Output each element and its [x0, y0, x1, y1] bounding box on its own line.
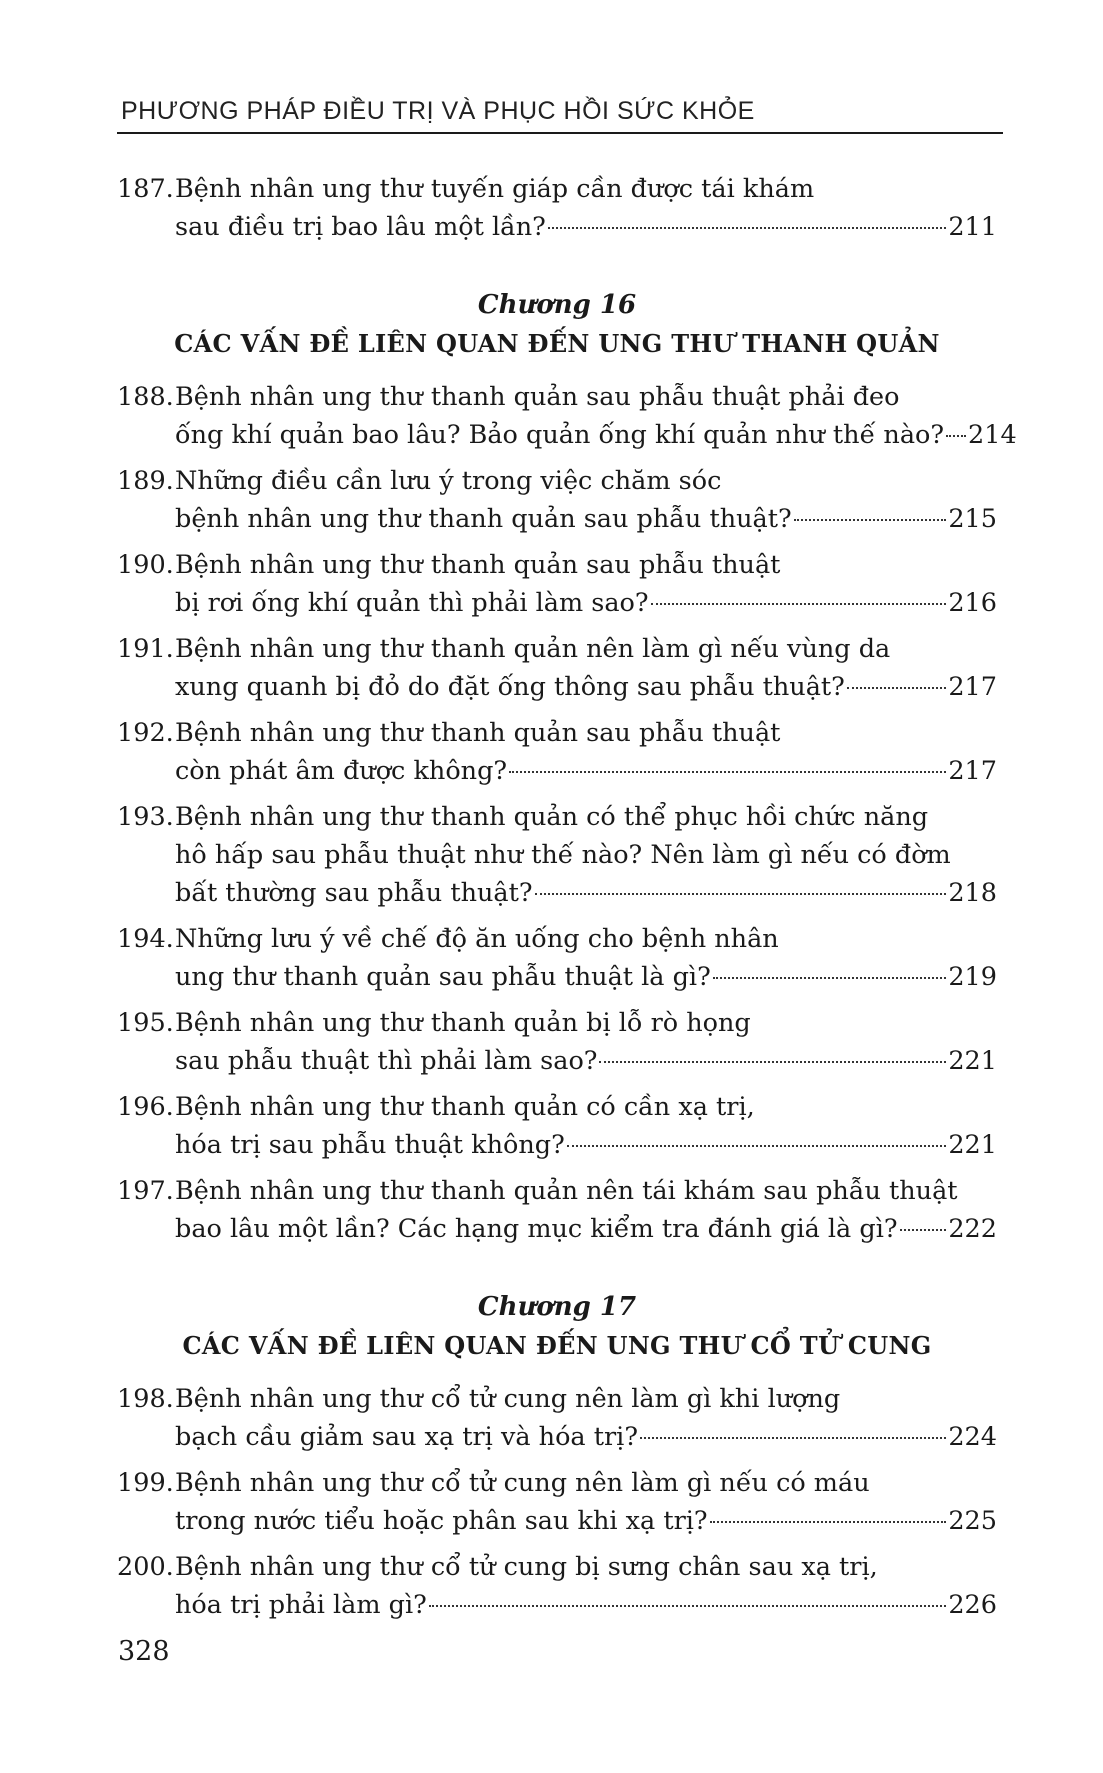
entry-number: 191.	[117, 634, 174, 664]
entry-text: Bệnh nhân ung thư tuyến giáp cần được tái khám	[175, 174, 815, 204]
entry-page-number: 225	[948, 1506, 997, 1536]
entry-text: hô hấp sau phẫu thuật như thế nào? Nên làm gì nếu có đờm	[175, 840, 951, 870]
entry-page-number: 221	[948, 1130, 997, 1160]
entry-text: sau phẫu thuật thì phải làm sao?	[175, 1046, 598, 1076]
entry-page-number: 216	[948, 588, 997, 618]
entry-number: 197.	[117, 1176, 174, 1206]
running-header	[117, 88, 1003, 134]
entry-number: 193.	[117, 802, 174, 832]
toc-entry[interactable]	[117, 1380, 997, 1456]
dot-leader	[599, 1061, 946, 1063]
entry-page-number: 219	[948, 962, 997, 992]
dot-leader	[548, 227, 946, 229]
entry-text: Bệnh nhân ung thư thanh quản sau phẫu thuật phải đeo	[175, 382, 900, 412]
entry-number: 195.	[117, 1008, 174, 1038]
toc-entry[interactable]	[117, 462, 997, 538]
entry-text: bao lâu một lần? Các hạng mục kiểm tra đánh giá là gì?	[175, 1214, 898, 1244]
entry-text: Bệnh nhân ung thư cổ tử cung nên làm gì khi lượng	[175, 1384, 841, 1414]
entry-number: 199.	[117, 1468, 174, 1498]
entry-text: ung thư thanh quản sau phẫu thuật là gì?	[175, 962, 711, 992]
toc-entry[interactable]	[117, 1088, 997, 1164]
entry-page-number: 214	[968, 420, 1017, 450]
chapter-title: CÁC VẤN ĐỀ LIÊN QUAN ĐẾN UNG THƯ CỔ TỬ CUNG	[182, 1331, 932, 1360]
dot-leader	[429, 1605, 947, 1607]
entry-text: bị rơi ống khí quản thì phải làm sao?	[175, 588, 649, 618]
chapter-heading	[117, 286, 997, 364]
entry-text: Bệnh nhân ung thư cổ tử cung bị sưng chân sau xạ trị,	[175, 1552, 878, 1582]
toc-entry[interactable]	[117, 714, 997, 790]
header-title: PHƯƠNG PHÁP ĐIỀU TRỊ VÀ PHỤC HỒI SỨC KHỎE	[121, 97, 755, 125]
entry-page-number: 226	[948, 1590, 997, 1620]
dot-leader	[847, 687, 946, 689]
entry-text: ống khí quản bao lâu? Bảo quản ống khí quản như thế nào?	[175, 420, 945, 450]
entry-number: 187.	[117, 174, 174, 204]
toc-entry[interactable]	[117, 1548, 997, 1624]
dot-leader	[794, 519, 947, 521]
entry-text: xung quanh bị đỏ do đặt ống thông sau phẫu thuật?	[175, 672, 845, 702]
entry-text: bệnh nhân ung thư thanh quản sau phẫu thuật?	[175, 504, 792, 534]
entry-text: Bệnh nhân ung thư thanh quản sau phẫu thuật	[175, 718, 781, 748]
dot-leader	[946, 435, 966, 437]
entry-text: Bệnh nhân ung thư cổ tử cung nên làm gì nếu có máu	[175, 1468, 870, 1498]
table-of-contents	[117, 170, 1017, 1632]
entry-text: Bệnh nhân ung thư thanh quản có thể phục hồi chức năng	[175, 802, 929, 832]
entry-text: sau điều trị bao lâu một lần?	[175, 212, 546, 242]
dot-leader	[535, 893, 947, 895]
entry-number: 198.	[117, 1384, 174, 1414]
dot-leader	[713, 977, 947, 979]
toc-entry[interactable]	[117, 798, 997, 912]
entry-number: 200.	[117, 1552, 174, 1582]
dot-leader	[640, 1437, 946, 1439]
entry-page-number: 211	[948, 212, 997, 242]
dot-leader	[900, 1229, 947, 1231]
chapter-number: Chương 17	[477, 1292, 637, 1322]
toc-entry[interactable]	[117, 1464, 997, 1540]
entry-text: Những lưu ý về chế độ ăn uống cho bệnh nhân	[175, 924, 779, 954]
entry-text: Bệnh nhân ung thư thanh quản nên làm gì nếu vùng da	[175, 634, 891, 664]
entry-page-number: 221	[948, 1046, 997, 1076]
entry-number: 194.	[117, 924, 174, 954]
entry-text: Bệnh nhân ung thư thanh quản nên tái khám sau phẫu thuật	[175, 1176, 958, 1206]
dot-leader	[651, 603, 947, 605]
entry-page-number: 224	[948, 1422, 997, 1452]
entry-number: 188.	[117, 382, 174, 412]
entry-text: trong nước tiểu hoặc phân sau khi xạ trị?	[175, 1506, 708, 1536]
page-number: 328	[118, 1636, 170, 1667]
toc-entry[interactable]	[117, 630, 997, 706]
entry-text: bạch cầu giảm sau xạ trị và hóa trị?	[175, 1422, 639, 1452]
entry-text: hóa trị sau phẫu thuật không?	[175, 1130, 565, 1160]
toc-entry[interactable]	[117, 1172, 997, 1248]
entry-page-number: 215	[948, 504, 997, 534]
entry-text: bất thường sau phẫu thuật?	[175, 878, 533, 908]
entry-text: còn phát âm được không?	[175, 756, 508, 786]
toc-entry[interactable]	[117, 170, 997, 246]
entry-text: Bệnh nhân ung thư thanh quản sau phẫu thuật	[175, 550, 781, 580]
entry-page-number: 222	[948, 1214, 997, 1244]
entry-text: Bệnh nhân ung thư thanh quản có cần xạ trị,	[175, 1092, 755, 1122]
chapter-number: Chương 16	[477, 290, 637, 320]
toc-entry[interactable]	[117, 378, 1017, 454]
toc-entry[interactable]	[117, 920, 997, 996]
entry-page-number: 217	[948, 672, 997, 702]
entry-text: hóa trị phải làm gì?	[175, 1590, 427, 1620]
dot-leader	[509, 771, 946, 773]
entry-number: 189.	[117, 466, 174, 496]
entry-text: Bệnh nhân ung thư thanh quản bị lỗ rò họng	[175, 1008, 751, 1038]
dot-leader	[567, 1145, 947, 1147]
entry-number: 190.	[117, 550, 174, 580]
entry-page-number: 218	[948, 878, 997, 908]
entry-number: 192.	[117, 718, 174, 748]
chapter-title: CÁC VẤN ĐỀ LIÊN QUAN ĐẾN UNG THƯ THANH QUẢN	[174, 329, 940, 358]
dot-leader	[710, 1521, 947, 1523]
toc-entry[interactable]	[117, 1004, 997, 1080]
entry-text: Những điều cần lưu ý trong việc chăm sóc	[175, 466, 722, 496]
entry-number: 196.	[117, 1092, 174, 1122]
toc-entry[interactable]	[117, 546, 997, 622]
chapter-heading	[117, 1288, 997, 1366]
entry-page-number: 217	[948, 756, 997, 786]
